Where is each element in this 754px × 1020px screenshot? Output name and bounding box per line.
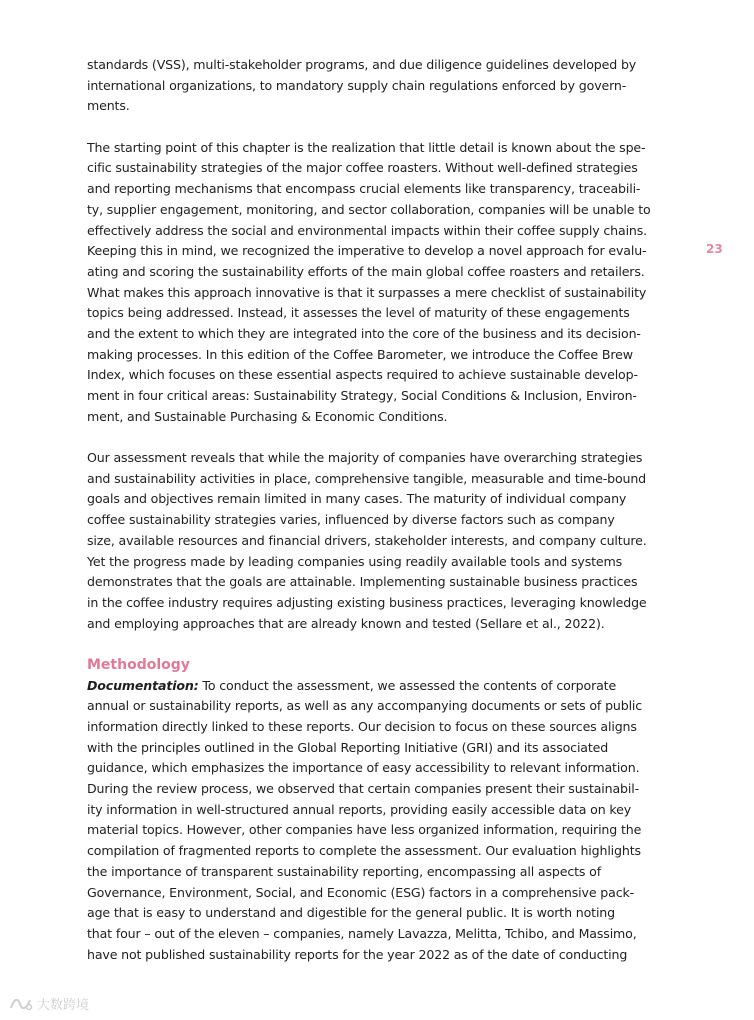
text-line: goals and objectives remain limited in many cases. The maturity of individual company bbox=[87, 491, 627, 507]
text-line: annual or sustainability reports, as well as any accompanying documents or sets of public bbox=[87, 698, 643, 714]
text-line: ments. bbox=[87, 98, 130, 114]
text-line: ty, supplier engagement, monitoring, and sector collaboration, companies will be unable to bbox=[87, 201, 651, 217]
text-line: standards (VSS), multi-stakeholder programs, and due diligence guidelines developed by bbox=[87, 57, 637, 72]
text-line: Index, which focuses on these essential aspects required to achieve sustainable develop- bbox=[87, 367, 638, 383]
text-line: international organizations, to mandatory supply chain regulations enforced by govern- bbox=[87, 77, 627, 93]
watermark-text: 大数跨境 bbox=[37, 998, 90, 1013]
page-number: 23 bbox=[706, 242, 723, 256]
paragraph-spacer bbox=[87, 427, 592, 448]
text-line: and reporting mechanisms that encompass crucial elements like transparency, traceabili- bbox=[87, 181, 641, 197]
text-line: topics being addressed. Instead, it assesses the level of maturity of these engagements bbox=[87, 305, 630, 321]
body-text-column bbox=[87, 55, 651, 965]
text-line: Our assessment reveals that while the majority of companies have overarching strategies bbox=[87, 450, 643, 466]
text-line: cific sustainability strategies of the major coffee roasters. Without well-defined strategies bbox=[87, 160, 638, 176]
text-line: information directly linked to these reports. Our decision to focus on these sources aligns bbox=[87, 719, 637, 734]
text-line: and sustainability activities in place, comprehensive tangible, measurable and time-bound bbox=[87, 470, 647, 486]
text-line: ment in four critical areas: Sustainability Strategy, Social Conditions & Inclusion, Environ- bbox=[87, 388, 637, 403]
text-line: demonstrates that the goals are attainable. Implementing sustainable business practices bbox=[87, 574, 638, 590]
text-line: in the coffee industry requires adjusting existing business practices, leveraging knowledge bbox=[87, 594, 647, 610]
text-line: size, available resources and financial drivers, stakeholder interests, and company culture. bbox=[87, 532, 647, 548]
methodology-heading: Methodology bbox=[87, 656, 190, 673]
text-line: and employing approaches that are already known and tested (Sellare et al., 2022). bbox=[87, 615, 605, 631]
documentation-first-line: To conduct the assessment, we assessed the contents of corporate bbox=[198, 677, 617, 693]
text-line: ment, and Sustainable Purchasing & Economic Conditions. bbox=[87, 408, 448, 424]
text-line: with the principles outlined in the Global Reporting Initiative (GRI) and its associated bbox=[87, 739, 609, 755]
text-line: effectively address the social and environmental impacts within their coffee supply chains. bbox=[87, 222, 648, 238]
text-line: have not published sustainability reports for the year 2022 as of the date of conducting bbox=[87, 946, 628, 962]
text-line: and the extent to which they are integrated into the core of the business and its decision- bbox=[87, 325, 641, 341]
text-line: Yet the progress made by leading companies using readily available tools and systems bbox=[87, 553, 623, 569]
paragraph-assessment bbox=[87, 448, 647, 634]
text-line bbox=[87, 676, 617, 697]
text-line: material topics. However, other companies have less organized information, requiring the bbox=[87, 822, 642, 838]
documentation-label: Documentation: bbox=[87, 677, 199, 693]
paragraph-spacer bbox=[87, 634, 592, 655]
text-line: guidance, which emphasizes the importance of easy accessibility to relevant information. bbox=[87, 760, 640, 776]
text-line: ity information in well-structured annual reports, providing easily accessible data on key bbox=[87, 801, 632, 817]
text-line: compilation of fragmented reports to complete the assessment. Our evaluation highlights bbox=[87, 843, 641, 859]
text-line: The starting point of this chapter is the realization that little detail is known about the spe- bbox=[87, 139, 646, 155]
text-line: making processes. In this edition of the Coffee Barometer, we introduce the Coffee Brew bbox=[87, 346, 633, 362]
watermark bbox=[8, 994, 89, 1013]
text-line: that four – out of the eleven – companies, namely Lavazza, Melitta, Tchibo, and Massimo, bbox=[87, 925, 637, 941]
paragraph-spacer bbox=[87, 117, 592, 138]
text-line: During the review process, we observed that certain companies present their sustainabil- bbox=[87, 781, 639, 797]
paragraph-intro-continuation bbox=[87, 55, 637, 117]
text-line: the importance of transparent sustainability reporting, encompassing all aspects of bbox=[87, 863, 602, 879]
paragraph-starting-point bbox=[87, 138, 651, 428]
text-line: Keeping this in mind, we recognized the imperative to develop a novel approach for evalu- bbox=[87, 243, 647, 259]
text-line: coffee sustainability strategies varies, influenced by diverse factors such as company bbox=[87, 512, 615, 528]
text-line: Governance, Environment, Social, and Economic (ESG) factors in a comprehensive pack- bbox=[87, 884, 635, 900]
text-line: What makes this approach innovative is that it surpasses a mere checklist of sustainability bbox=[87, 284, 647, 300]
text-line: age that is easy to understand and digestible for the general public. It is worth noting bbox=[87, 905, 615, 921]
text-line: ating and scoring the sustainability efforts of the main global coffee roasters and retailers. bbox=[87, 263, 645, 279]
watermark-logo-icon bbox=[8, 996, 34, 1012]
paragraph-documentation bbox=[87, 676, 643, 966]
